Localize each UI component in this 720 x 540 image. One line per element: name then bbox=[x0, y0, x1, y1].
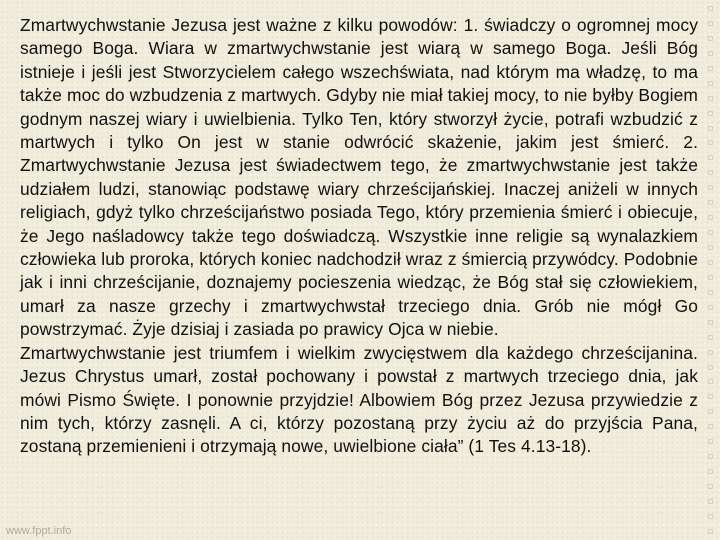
strip-square bbox=[708, 379, 713, 384]
strip-square bbox=[708, 6, 713, 11]
strip-square bbox=[708, 469, 713, 474]
strip-square bbox=[708, 230, 713, 235]
strip-square bbox=[708, 365, 713, 370]
strip-square bbox=[708, 170, 713, 175]
strip-square bbox=[708, 36, 713, 41]
strip-square bbox=[708, 111, 713, 116]
strip-square bbox=[708, 514, 713, 519]
strip-square bbox=[708, 215, 713, 220]
strip-square bbox=[708, 305, 713, 310]
strip-square bbox=[708, 499, 713, 504]
strip-square bbox=[708, 454, 713, 459]
strip-square bbox=[708, 260, 713, 265]
strip-square bbox=[708, 424, 713, 429]
strip-square bbox=[708, 335, 713, 340]
strip-square bbox=[708, 439, 713, 444]
strip-square bbox=[708, 394, 713, 399]
strip-square bbox=[708, 200, 713, 205]
watermark-text: www.fppt.info bbox=[6, 525, 72, 537]
strip-square bbox=[708, 529, 713, 534]
strip-square bbox=[708, 245, 713, 250]
paragraph-resurrection-triumph: Zmartwychwstanie jest triumfem i wielkim zwycięstwem dla każdego chrześcijanina. Jezus Chrystus umarł, został pochowany i powstał z martwych trzeciego dnia, jak mówi Pismo Święte. I ponownie przyjdzie! Albowiem Bóg przez Jezusa przywiedzie z nim tych, którzy zasnęli. A ci, którzy pozostaną przy życiu aż do przyjścia Pana, zostaną przemienieni i otrzymają nowe, uwielbione ciała” (1 Tes 4.13-18). bbox=[20, 342, 698, 457]
strip-square bbox=[708, 21, 713, 26]
strip-square bbox=[708, 96, 713, 101]
strip-square bbox=[708, 275, 713, 280]
paragraph-resurrection-reasons: Zmartwychwstanie Jezusa jest ważne z kilku powodów: 1. świadczy o ogromnej mocy samego Boga. Wiara w zmartwychwstanie jest wiarą w samego Boga. Jeśli Bóg istnieje i jeśli jest Stworzycielem całego wszechświata, nad którym ma władzę, to ma także moc do wzbudzenia z martwych. Gdyby nie miał takiej mocy, to nie byłby Bogiem godnym naszej wiary i uwielbienia. Tylko Ten, który stworzył życie, potrafi wzbudzić z martwych i tylko On jest w stanie odwrócić skażenie, jakim jest śmierć. 2. Zmartwychwstanie Jezusa jest świadectwem tego, że zmartwychwstanie jest także udziałem ludzi, stanowiąc podstawę wiary chrześcijańskiej. Inaczej aniżeli w innych religiach, gdyż tylko chrześcijaństwo posiada Tego, który przemienia śmierć i obiecuje, że Jego naśladowcy także tego doświadczą. Wszystkie inne religie są wynalazkiem człowieka lub proroka, których koniec nadchodził wraz z śmiercią przywódcy. Podobnie jak i inni chrześcijanie, doznajemy pocieszenia wiedząc, że Bóg stał się człowiekiem, umarł za nasze grzechy i zmartwychwstał trzeciego dnia. Grób nie mógł Go powstrzymać. Żyje dzisiaj i zasiada po prawicy Ojca w niebie. bbox=[20, 15, 698, 340]
strip-square bbox=[708, 409, 713, 414]
slide-text-body bbox=[20, 14, 698, 459]
strip-square bbox=[708, 81, 713, 86]
strip-square bbox=[708, 320, 713, 325]
strip-square bbox=[708, 51, 713, 56]
strip-square bbox=[708, 185, 713, 190]
decorative-side-strip bbox=[700, 0, 720, 540]
strip-square bbox=[708, 290, 713, 295]
strip-square bbox=[708, 140, 713, 145]
strip-square bbox=[708, 66, 713, 71]
strip-square bbox=[708, 155, 713, 160]
strip-square bbox=[708, 484, 713, 489]
strip-square bbox=[708, 350, 713, 355]
strip-square bbox=[708, 126, 713, 131]
